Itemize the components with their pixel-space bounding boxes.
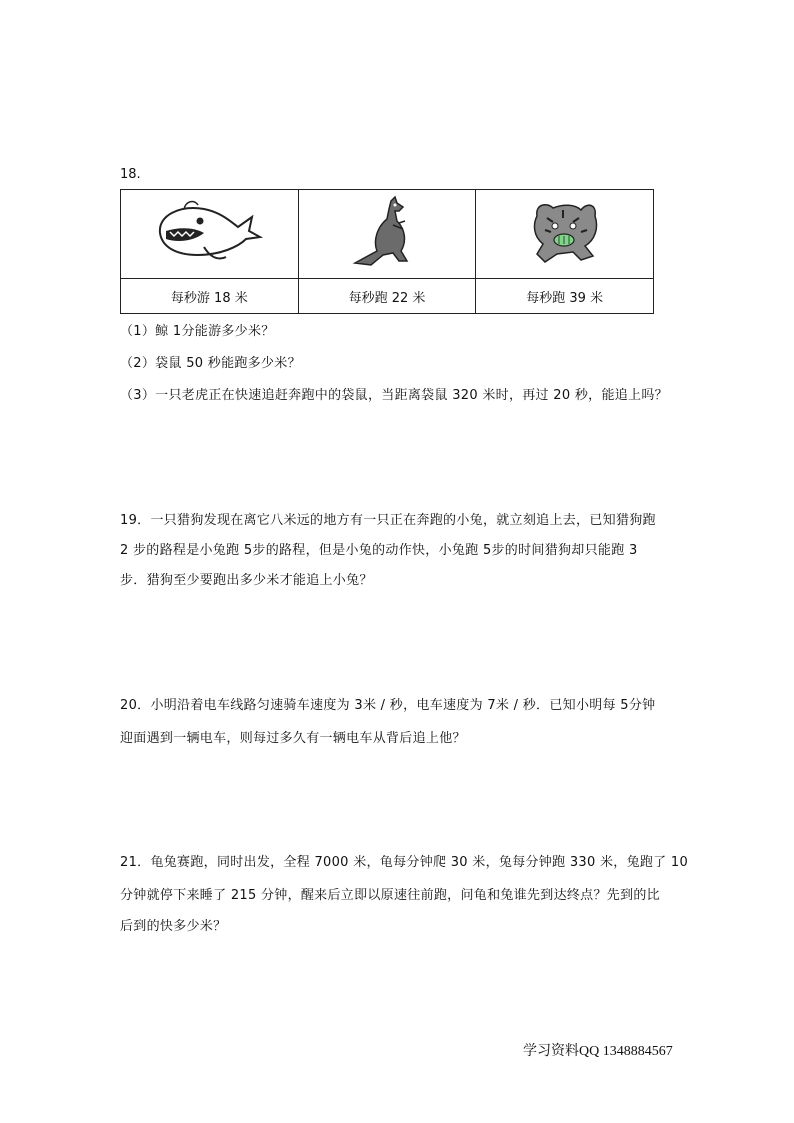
whale-icon [154, 197, 264, 267]
question-21-line-3: 后到的快多少米？ [120, 919, 227, 934]
question-18-part-3: （3）一只老虎正在快速追赶奔跑中的袋鼠，当距离袋鼠 320 米时，再过 20 秒，能追上吗？ [120, 388, 668, 403]
tiger-speed-caption: 每秒跑 39 米 [476, 279, 654, 314]
question-21-line-1: 21．龟兔赛跑，同时出发，全程 7000 米，龟每分钟爬 30 米，兔每分钟跑 330 米，兔跑了 10 [120, 855, 689, 870]
kangaroo-speed-caption: 每秒跑 22 米 [298, 279, 476, 314]
question-19-line-2: 2 步的路程是小兔跑 5步的路程，但是小兔的动作快，小兔跑 5步的时间猎狗却只能跑 3 [120, 543, 638, 558]
question-19-line-1: 19．一只猎狗发现在离它八米远的地方有一只正在奔跑的小兔，就立刻追上去，已知猎狗跑 [120, 513, 656, 528]
question-20-line-1: 20．小明沿着电车线路匀速骑车速度为 3米 / 秒，电车速度为 7米 / 秒．已知小明每 5分钟 [120, 698, 656, 713]
kangaroo-icon [347, 195, 427, 269]
question-19-line-3: 步．猎狗至少要跑出多少米才能追上小兔？ [120, 573, 373, 588]
question-18-part-1: （1）鲸 1分能游多少米？ [120, 324, 275, 339]
tiger-cell [476, 190, 654, 279]
kangaroo-cell [298, 190, 476, 279]
animal-speed-table [120, 189, 654, 314]
footer-contact: 学习资料QQ 1348884567 [523, 1044, 673, 1059]
question-18-part-2: （2）袋鼠 50 秒能跑多少米？ [120, 356, 301, 371]
whale-cell [121, 190, 299, 279]
question-21-line-2: 分钟就停下来睡了 215 分钟，醒来后立即以原速往前跑，问龟和兔谁先到达终点？先到的比 [120, 888, 660, 903]
whale-speed-caption: 每秒游 18 米 [121, 279, 299, 314]
question-20-line-2: 迎面遇到一辆电车，则每过多久有一辆电车从背后追上他？ [120, 731, 466, 746]
tiger-icon [523, 196, 607, 268]
question-18-number: 18. [120, 167, 141, 182]
